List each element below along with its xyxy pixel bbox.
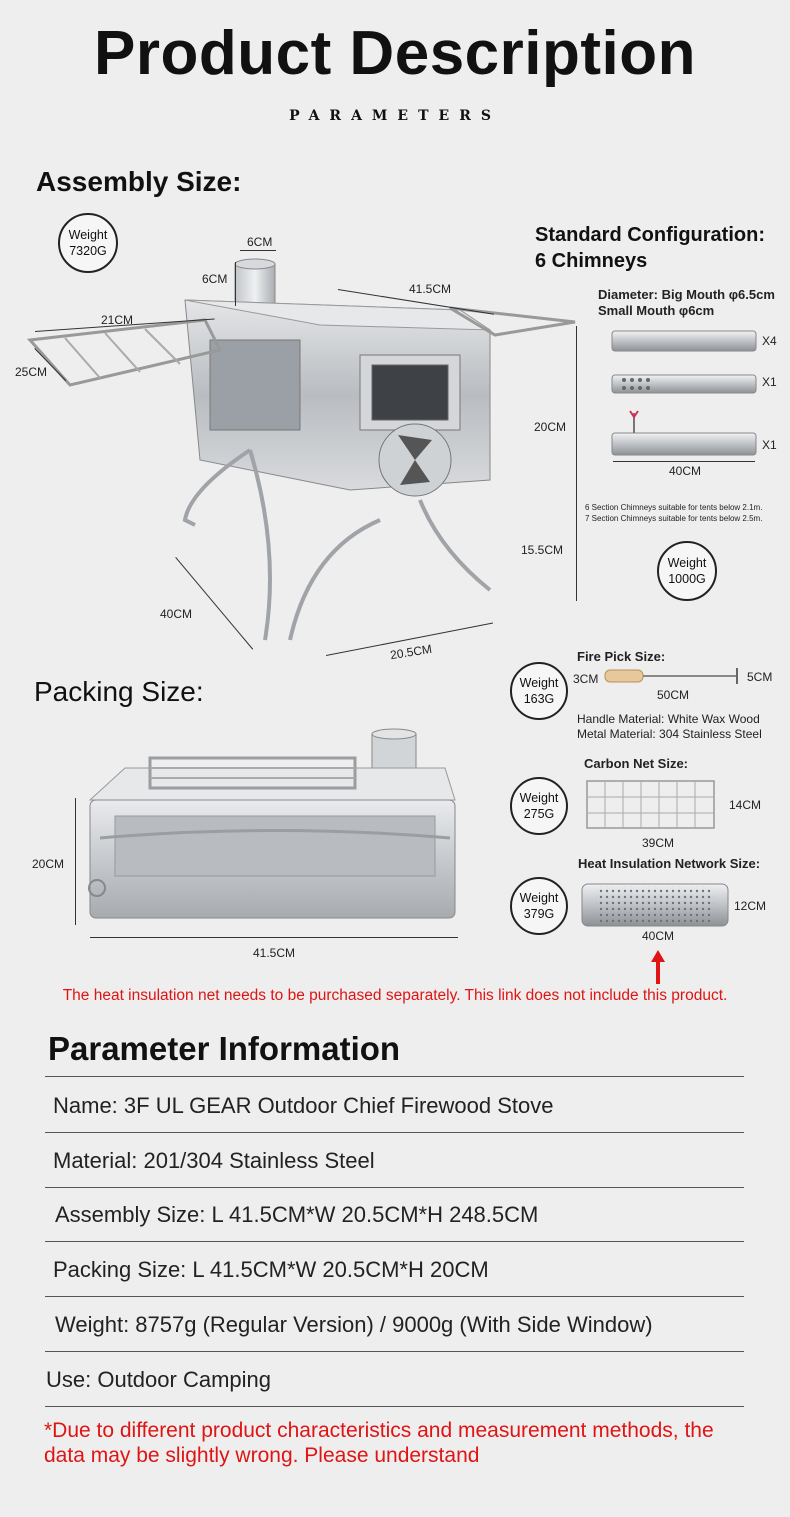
dim-line bbox=[90, 937, 458, 938]
assembly-heading: Assembly Size: bbox=[36, 166, 242, 197]
packing-height: 20CM bbox=[32, 857, 65, 871]
standard-config-line2: 6 Chimneys bbox=[535, 250, 648, 272]
dim-depth: 40CM bbox=[160, 607, 193, 621]
packed-stove-illustration bbox=[85, 728, 465, 928]
fire-pick-title: Fire Pick Size: bbox=[577, 649, 666, 664]
weight-label: Weight bbox=[68, 228, 108, 242]
carbon-net-illustration bbox=[586, 780, 716, 830]
fire-pick-illustration bbox=[603, 666, 745, 686]
carbon-net-title: Carbon Net Size: bbox=[584, 756, 689, 771]
diameter-line1: Diameter: Big Mouth φ6.5cm bbox=[598, 287, 775, 302]
weight-label: Weight bbox=[667, 556, 707, 570]
chimney-weight-badge bbox=[657, 541, 717, 601]
chimney-pipes-illustration bbox=[610, 325, 760, 465]
diameter-line2: Small Mouth φ6cm bbox=[598, 303, 715, 318]
heat-net-title: Heat Insulation Network Size: bbox=[578, 856, 761, 871]
heat-net-height: 12CM bbox=[734, 899, 767, 913]
param-row-use bbox=[45, 1354, 744, 1407]
param-text: Packing Size: L 41.5CM*W 20.5CM*H 20CM bbox=[53, 1257, 489, 1282]
packing-heading: Packing Size: bbox=[34, 676, 204, 707]
param-row-name bbox=[45, 1080, 744, 1133]
divider bbox=[45, 1076, 744, 1077]
weight-label: Weight bbox=[519, 791, 559, 805]
dim-chimney-width: 6CM bbox=[247, 235, 273, 249]
page-title: Product Description bbox=[93, 19, 696, 88]
arrow-up-icon bbox=[650, 950, 666, 984]
dim-width: 20.5CM bbox=[389, 641, 433, 663]
chimney-qty-2: X1 bbox=[762, 375, 777, 389]
fire-pick-handle-material: Handle Material: White Wax Wood bbox=[577, 712, 760, 726]
page-subtitle: PARAMETERS bbox=[289, 108, 501, 124]
param-row-weight bbox=[45, 1299, 744, 1352]
chimney-qty-1: X4 bbox=[762, 334, 777, 348]
packing-length: 41.5CM bbox=[253, 946, 296, 960]
disclaimer: *Due to different product characteristics and measurement methods, the data may be slightly wrong. Please understand bbox=[44, 1419, 714, 1467]
carbon-net-length: 39CM bbox=[642, 836, 675, 850]
chimney-qty-3: X1 bbox=[762, 438, 777, 452]
fire-pick-length: 50CM bbox=[657, 688, 690, 702]
param-text: Use: Outdoor Camping bbox=[46, 1367, 271, 1392]
dim-line bbox=[75, 798, 76, 925]
weight-value: 379G bbox=[523, 907, 555, 921]
standard-config-title bbox=[535, 222, 765, 274]
param-text: Material: 201/304 Stainless Steel bbox=[53, 1148, 375, 1173]
dim-line bbox=[240, 250, 276, 251]
fire-pick-right-dim: 5CM bbox=[747, 670, 773, 684]
weight-label: Weight bbox=[519, 676, 559, 690]
heat-net-length: 40CM bbox=[642, 929, 675, 943]
param-text: Name: 3F UL GEAR Outdoor Chief Firewood Stove bbox=[53, 1093, 554, 1118]
param-row-assembly-size bbox=[45, 1189, 744, 1242]
weight-value: 1000G bbox=[668, 572, 706, 586]
weight-label: Weight bbox=[519, 891, 559, 905]
dim-length: 41.5CM bbox=[409, 282, 452, 296]
separate-purchase-notice: The heat insulation net needs to be purchased separately. This link does not include this product. bbox=[62, 987, 728, 1004]
param-row-packing-size bbox=[45, 1244, 744, 1297]
dim-chimney-height: 6CM bbox=[202, 272, 228, 286]
param-row-material bbox=[45, 1135, 744, 1188]
weight-value: 275G bbox=[523, 807, 555, 821]
chimney-note-2: 7 Section Chimneys suitable for tents below 2.5m. bbox=[585, 514, 763, 523]
param-text: Weight: 8757g (Regular Version) / 9000g (With Side Window) bbox=[55, 1312, 653, 1337]
dim-height: 20CM bbox=[534, 420, 567, 434]
parameter-heading: Parameter Information bbox=[48, 1030, 401, 1067]
fire-pick-weight-badge bbox=[510, 662, 568, 720]
heat-net-weight-badge bbox=[510, 877, 568, 935]
dim-shelf-length: 21CM bbox=[101, 313, 134, 327]
dim-shelf-width: 25CM bbox=[15, 365, 48, 379]
dim-line bbox=[235, 262, 236, 306]
fire-pick-metal-material: Metal Material: 304 Stainless Steel bbox=[577, 727, 762, 741]
param-text: Assembly Size: L 41.5CM*W 20.5CM*H 248.5CM bbox=[55, 1202, 539, 1227]
weight-value: 7320G bbox=[69, 244, 107, 258]
carbon-net-weight-badge bbox=[510, 777, 568, 835]
dim-leg-height: 15.5CM bbox=[521, 543, 564, 557]
weight-value: 163G bbox=[523, 692, 555, 706]
standard-config-line1: Standard Configuration: bbox=[535, 224, 765, 246]
chimney-length: 40CM bbox=[669, 464, 702, 478]
chimney-note-1: 6 Section Chimneys suitable for tents below 2.1m. bbox=[585, 503, 763, 512]
carbon-net-height: 14CM bbox=[729, 798, 762, 812]
dim-line bbox=[613, 461, 755, 462]
dim-line bbox=[576, 326, 577, 601]
fire-pick-left-dim: 3CM bbox=[573, 672, 599, 686]
heat-net-illustration bbox=[580, 882, 730, 928]
